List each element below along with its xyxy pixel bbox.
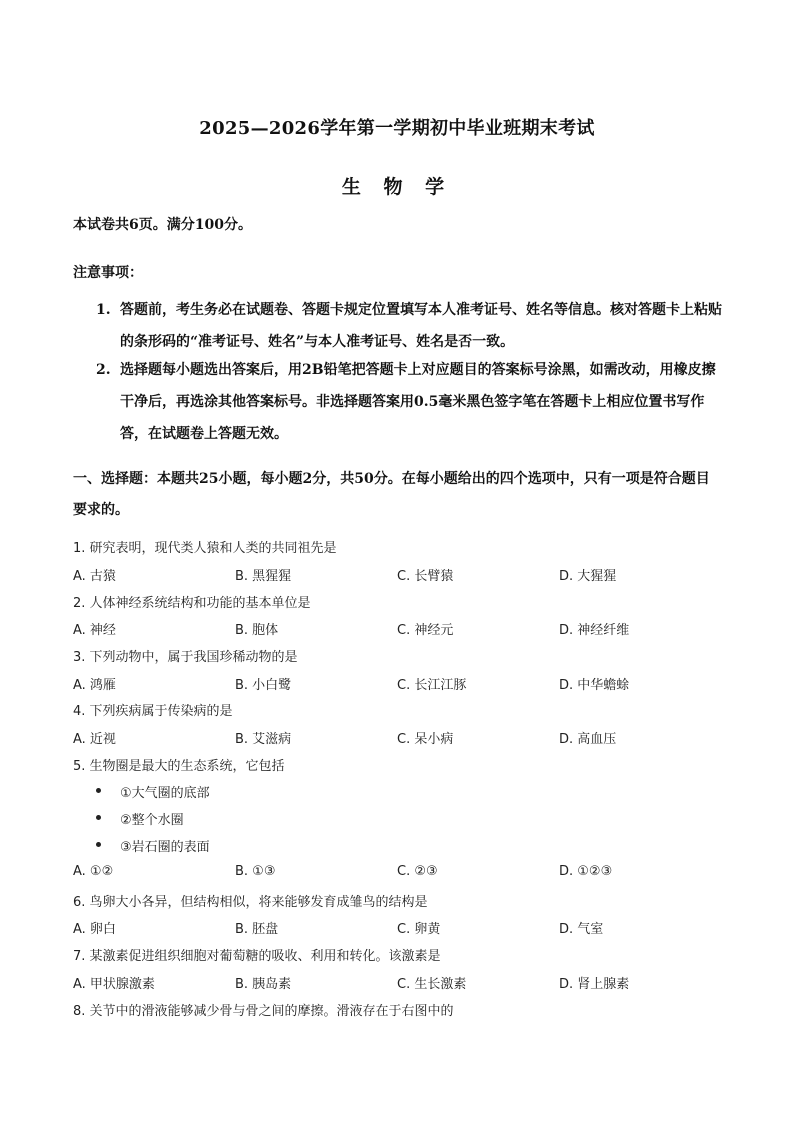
notice-item	[96, 294, 726, 358]
question-options	[73, 674, 733, 692]
option-a: A. 近视	[73, 732, 116, 747]
question-stem: 7. 某激素促进组织细胞对葡萄糖的吸收、利用和转化。该激素是	[73, 949, 441, 964]
option-a: A. ①②	[73, 864, 114, 879]
option-c: C. 长江江豚	[397, 678, 467, 693]
option-a: A. 神经	[73, 623, 116, 638]
option-b: B. 胚盘	[235, 922, 279, 937]
option-d: D. 高血压	[559, 732, 617, 747]
bullet-item	[96, 836, 210, 855]
option-b: B. 小白鹭	[235, 678, 292, 693]
notice-title: 注意事项：	[73, 265, 143, 281]
bullet-item	[96, 809, 184, 828]
subject-title: 生 物 学	[341, 176, 453, 198]
notice-text: 选择题每小题选出答案后，用2B铅笔把答题卡上对应题目的答案标号涂黑，如需改动，用橡皮擦干净后，再选涂其他答案标号。非选择题答案用0.5毫米黑色签字笔在答题卡上相应位置书写作答，在试题卷上答题无效。	[120, 362, 716, 442]
option-d: D. 气室	[559, 922, 604, 937]
question-options	[73, 918, 733, 936]
notice-item	[96, 354, 726, 450]
bullet-dot-icon	[96, 788, 101, 793]
question-stem: 8. 关节中的滑液能够减少骨与骨之间的摩擦。滑液存在于右图中的	[73, 1004, 454, 1019]
option-c: C. 神经元	[397, 623, 454, 638]
notice-number: 1.	[96, 302, 111, 318]
option-b: B. ①③	[235, 864, 276, 879]
question-stem: 5. 生物圈是最大的生态系统，它包括	[73, 759, 285, 774]
question-options	[73, 565, 733, 583]
option-b: B. 胞体	[235, 623, 279, 638]
option-a: A. 甲状腺激素	[73, 977, 155, 992]
section-heading: 一、选择题：本题共25小题，每小题2分，共50分。在每小题给出的四个选项中，只有一项是符合题目要求的。	[73, 471, 710, 518]
notice-text: 答题前，考生务必在试题卷、答题卡规定位置填写本人准考证号、姓名等信息。核对答题卡上粘贴的条形码的“准考证号、姓名”与本人准考证号、姓名是否一致。	[120, 302, 722, 350]
option-a: A. 鸿雁	[73, 678, 116, 693]
option-b: B. 艾滋病	[235, 732, 292, 747]
question-options	[73, 864, 733, 882]
option-b: B. 黑猩猩	[235, 569, 292, 584]
question-options	[73, 619, 733, 637]
question-stem: 6. 鸟卵大小各异，但结构相似，将来能够发育成雏鸟的结构是	[73, 895, 428, 910]
question-options	[73, 973, 733, 991]
option-d: D. 大猩猩	[559, 569, 617, 584]
option-a: A. 古猿	[73, 569, 116, 584]
option-a: A. 卵白	[73, 922, 116, 937]
option-c: C. 长臂猿	[397, 569, 454, 584]
option-c: C. 呆小病	[397, 732, 454, 747]
bullet-item	[96, 782, 210, 801]
option-c: C. 卵黄	[397, 922, 441, 937]
bullet-dot-icon	[96, 842, 101, 847]
option-c: C. 生长激素	[397, 977, 467, 992]
option-d: D. 肾上腺素	[559, 977, 630, 992]
question-options	[73, 728, 733, 746]
bullet-text: ①大气圈的底部	[120, 786, 210, 801]
exam-title: 2025—2026学年第一学期初中毕业班期末考试	[199, 118, 595, 139]
question-stem: 4. 下列疾病属于传染病的是	[73, 704, 233, 719]
option-d: D. ①②③	[559, 864, 613, 879]
question-stem: 3. 下列动物中，属于我国珍稀动物的是	[73, 650, 298, 665]
bullet-dot-icon	[96, 815, 101, 820]
option-b: B. 胰岛素	[235, 977, 292, 992]
question-stem: 2. 人体神经系统结构和功能的基本单位是	[73, 596, 311, 611]
bullet-text: ③岩石圈的表面	[120, 840, 210, 855]
option-c: C. ②③	[397, 864, 438, 879]
notice-number: 2.	[96, 362, 111, 378]
exam-intro: 本试卷共6页。满分100分。	[73, 217, 252, 233]
option-d: D. 神经纤维	[559, 623, 630, 638]
question-stem: 1. 研究表明，现代类人猿和人类的共同祖先是	[73, 541, 337, 556]
bullet-text: ②整个水圈	[120, 813, 184, 828]
option-d: D. 中华蟾蜍	[559, 678, 630, 693]
